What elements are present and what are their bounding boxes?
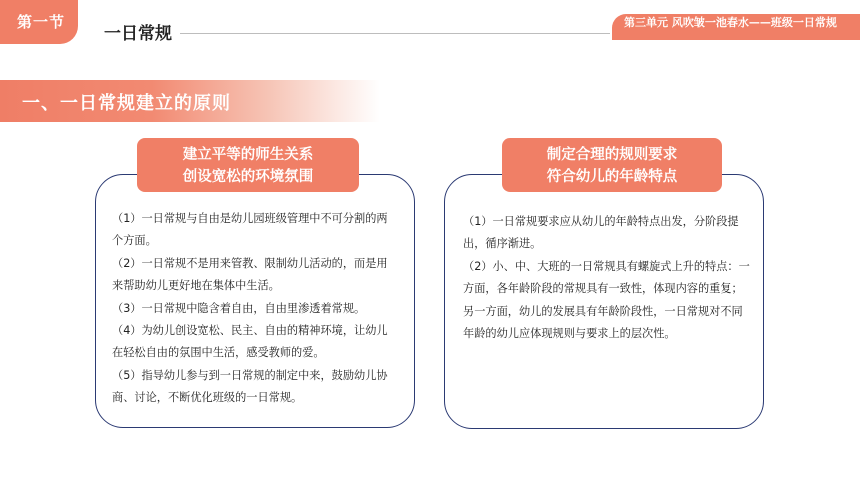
- card-paragraph: （5）指导幼儿参与到一日常规的制定中来，鼓励幼儿协商、讨论，不断优化班级的一日常规。: [112, 368, 388, 405]
- card-body-left: [112, 208, 396, 410]
- section-tab: [0, 0, 78, 44]
- card-title-line1: 建立平等的师生关系: [182, 147, 314, 163]
- title-divider: [180, 33, 610, 34]
- section-tab-label: 第一节: [17, 13, 66, 31]
- card-title-line1: 制定合理的规则要求: [546, 147, 678, 163]
- unit-banner-label: 第三单元 风吹皱一池春水——班级一日常规: [624, 16, 837, 29]
- card-paragraph: （1）一日常规与自由是幼儿园班级管理中不可分割的两个方面。: [112, 212, 388, 248]
- section-heading: 一、一日常规建立的原则: [22, 93, 231, 114]
- page-title: 一日常规: [104, 24, 172, 44]
- card-title-right: [502, 138, 722, 192]
- card-title-line2: 符合幼儿的年龄特点: [546, 169, 678, 185]
- section-heading-bar: [0, 80, 380, 122]
- card-body-right: [463, 211, 753, 345]
- card-paragraph: （2）小、中、大班的一日常规具有螺旋式上升的特点：一方面，各年龄阶段的常规具有一致性，体现内容的重复；另一方面，幼儿的发展具有年龄阶段性，一日常规对不同年龄的幼儿应体现规则与要求上的层次性。: [463, 259, 750, 341]
- card-paragraph: （4）为幼儿创设宽松、民主、自由的精神环境，让幼儿在轻松自由的氛围中生活，感受教师的爱。: [112, 324, 388, 360]
- card-paragraph: （2）一日常规不是用来管教、限制幼儿活动的，而是用来帮助幼儿更好地在集体中生活。: [112, 256, 388, 293]
- card-title-left: [137, 138, 359, 192]
- card-paragraph: （1）一日常规要求应从幼儿的年龄特点出发，分阶段提出，循序渐进。: [463, 215, 739, 251]
- card-title-line2: 创设宽松的环境氛围: [182, 169, 314, 185]
- card-paragraph: （3）一日常规中隐含着自由，自由里渗透着常规。: [112, 301, 366, 315]
- unit-banner: [612, 14, 860, 40]
